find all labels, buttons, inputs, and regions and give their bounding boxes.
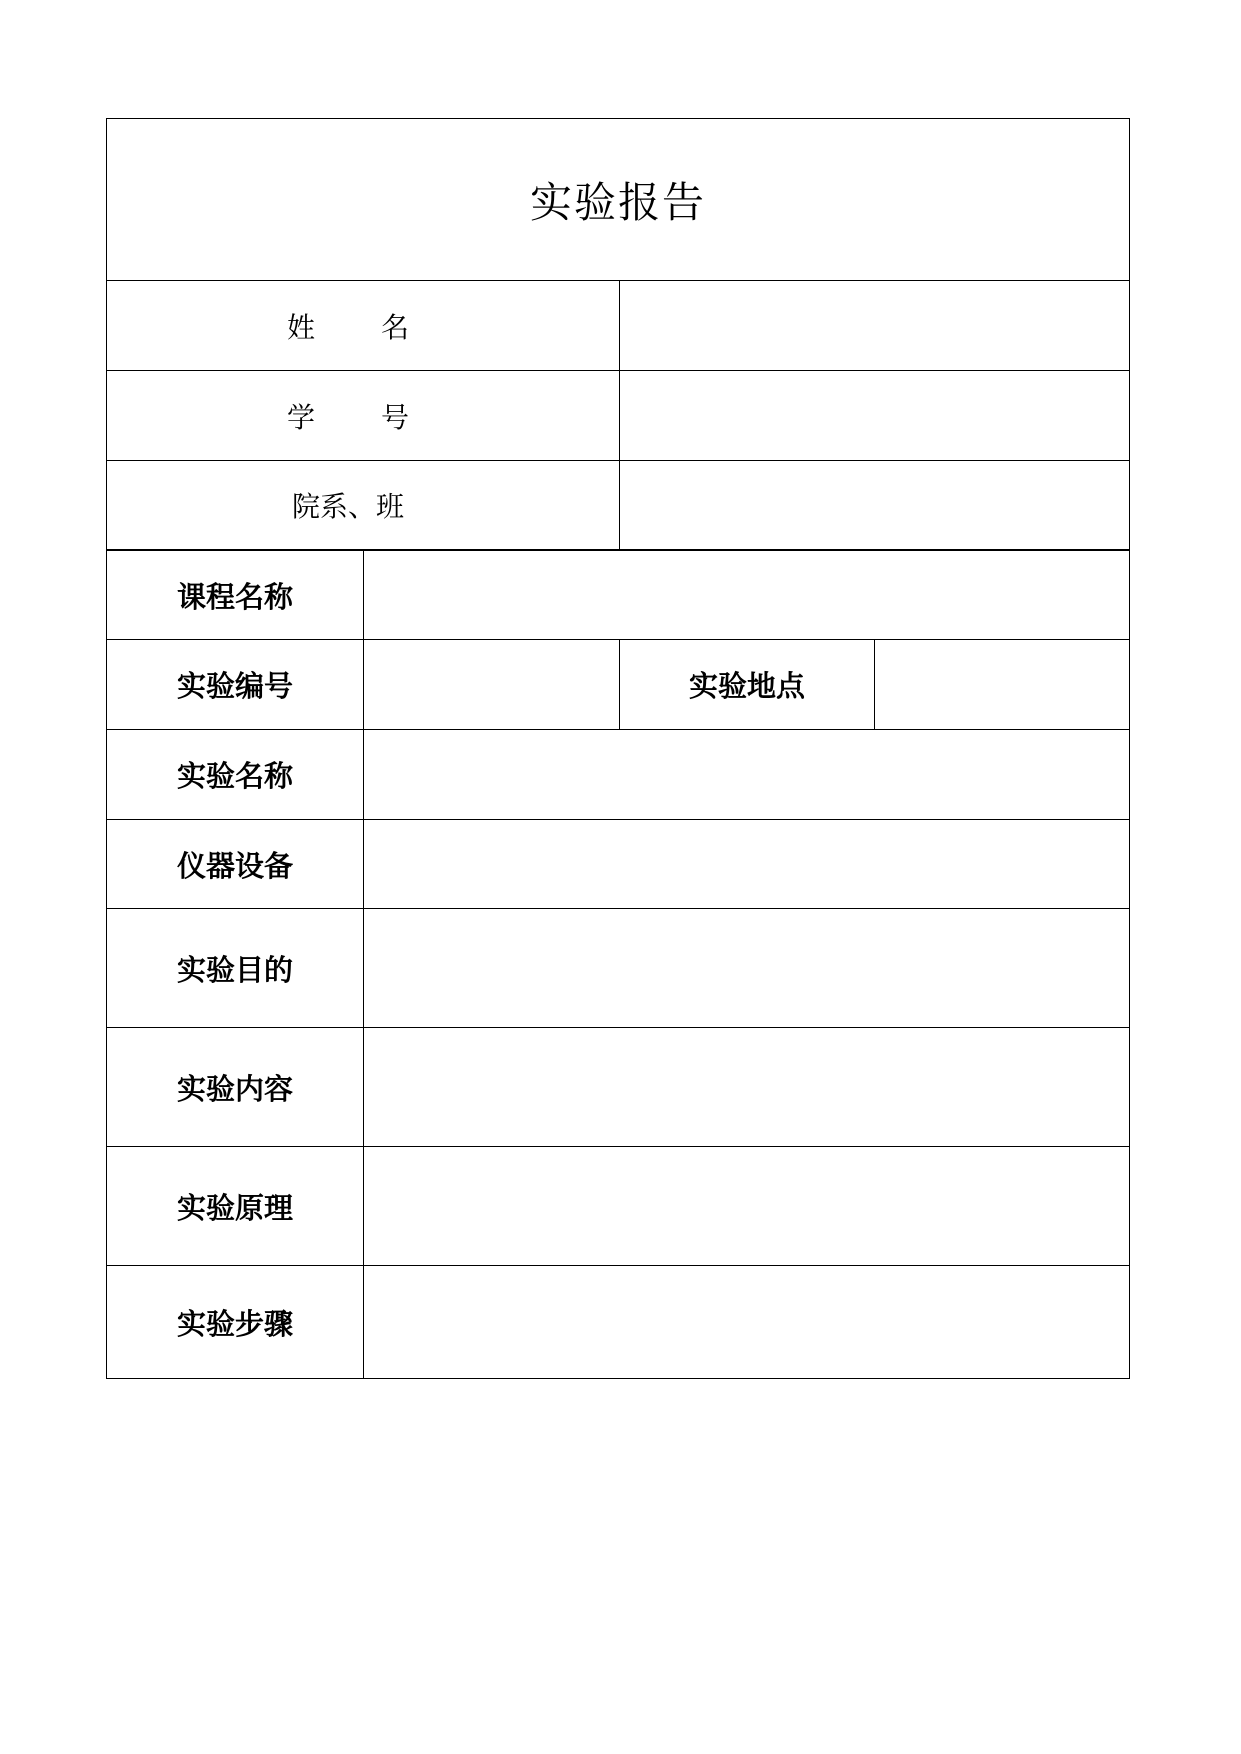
- principle-label-cell: [107, 1147, 363, 1265]
- department-field[interactable]: [620, 461, 1129, 549]
- department-label: 院系、班: [291, 490, 404, 523]
- student-id-field[interactable]: [620, 371, 1129, 460]
- purpose-label: 实验目的: [176, 952, 293, 987]
- name-field[interactable]: [620, 281, 1129, 370]
- name-label: 姓名: [286, 310, 475, 344]
- exp-number-label: 实验编号: [176, 669, 293, 703]
- equipment-label-cell: [107, 820, 363, 908]
- steps-field[interactable]: [364, 1266, 1129, 1378]
- exp-location-label: 实验地点: [688, 669, 805, 703]
- steps-label: 实验步骤: [176, 1306, 293, 1341]
- course-name-label: 课程名称: [176, 579, 293, 614]
- exp-name-label: 实验名称: [176, 759, 293, 793]
- content-label-cell: [107, 1028, 363, 1146]
- exp-name-field[interactable]: [364, 730, 1129, 819]
- steps-label-cell: [107, 1266, 363, 1378]
- name-label-cell: [107, 281, 619, 370]
- content-label: 实验内容: [176, 1071, 293, 1106]
- exp-number-label-cell: [107, 640, 363, 729]
- equipment-field[interactable]: [364, 820, 1129, 908]
- student-id-label: 学号: [286, 400, 475, 434]
- exp-location-label-cell: [620, 640, 874, 729]
- course-name-field[interactable]: [364, 551, 1129, 639]
- form-title: 实验报告: [529, 177, 706, 227]
- exp-location-field[interactable]: [875, 640, 1129, 729]
- content-field[interactable]: [364, 1028, 1129, 1146]
- course-name-label-cell: [107, 551, 363, 639]
- exp-number-field[interactable]: [364, 640, 619, 729]
- exp-name-label-cell: [107, 730, 363, 819]
- principle-field[interactable]: [364, 1147, 1129, 1265]
- purpose-label-cell: [107, 909, 363, 1027]
- lab-report-form: [106, 118, 1130, 1379]
- purpose-field[interactable]: [364, 909, 1129, 1027]
- principle-label: 实验原理: [176, 1190, 293, 1225]
- form-title-cell: [107, 119, 1129, 280]
- department-label-cell: [107, 461, 619, 549]
- equipment-label: 仪器设备: [176, 848, 293, 883]
- student-id-label-cell: [107, 371, 619, 460]
